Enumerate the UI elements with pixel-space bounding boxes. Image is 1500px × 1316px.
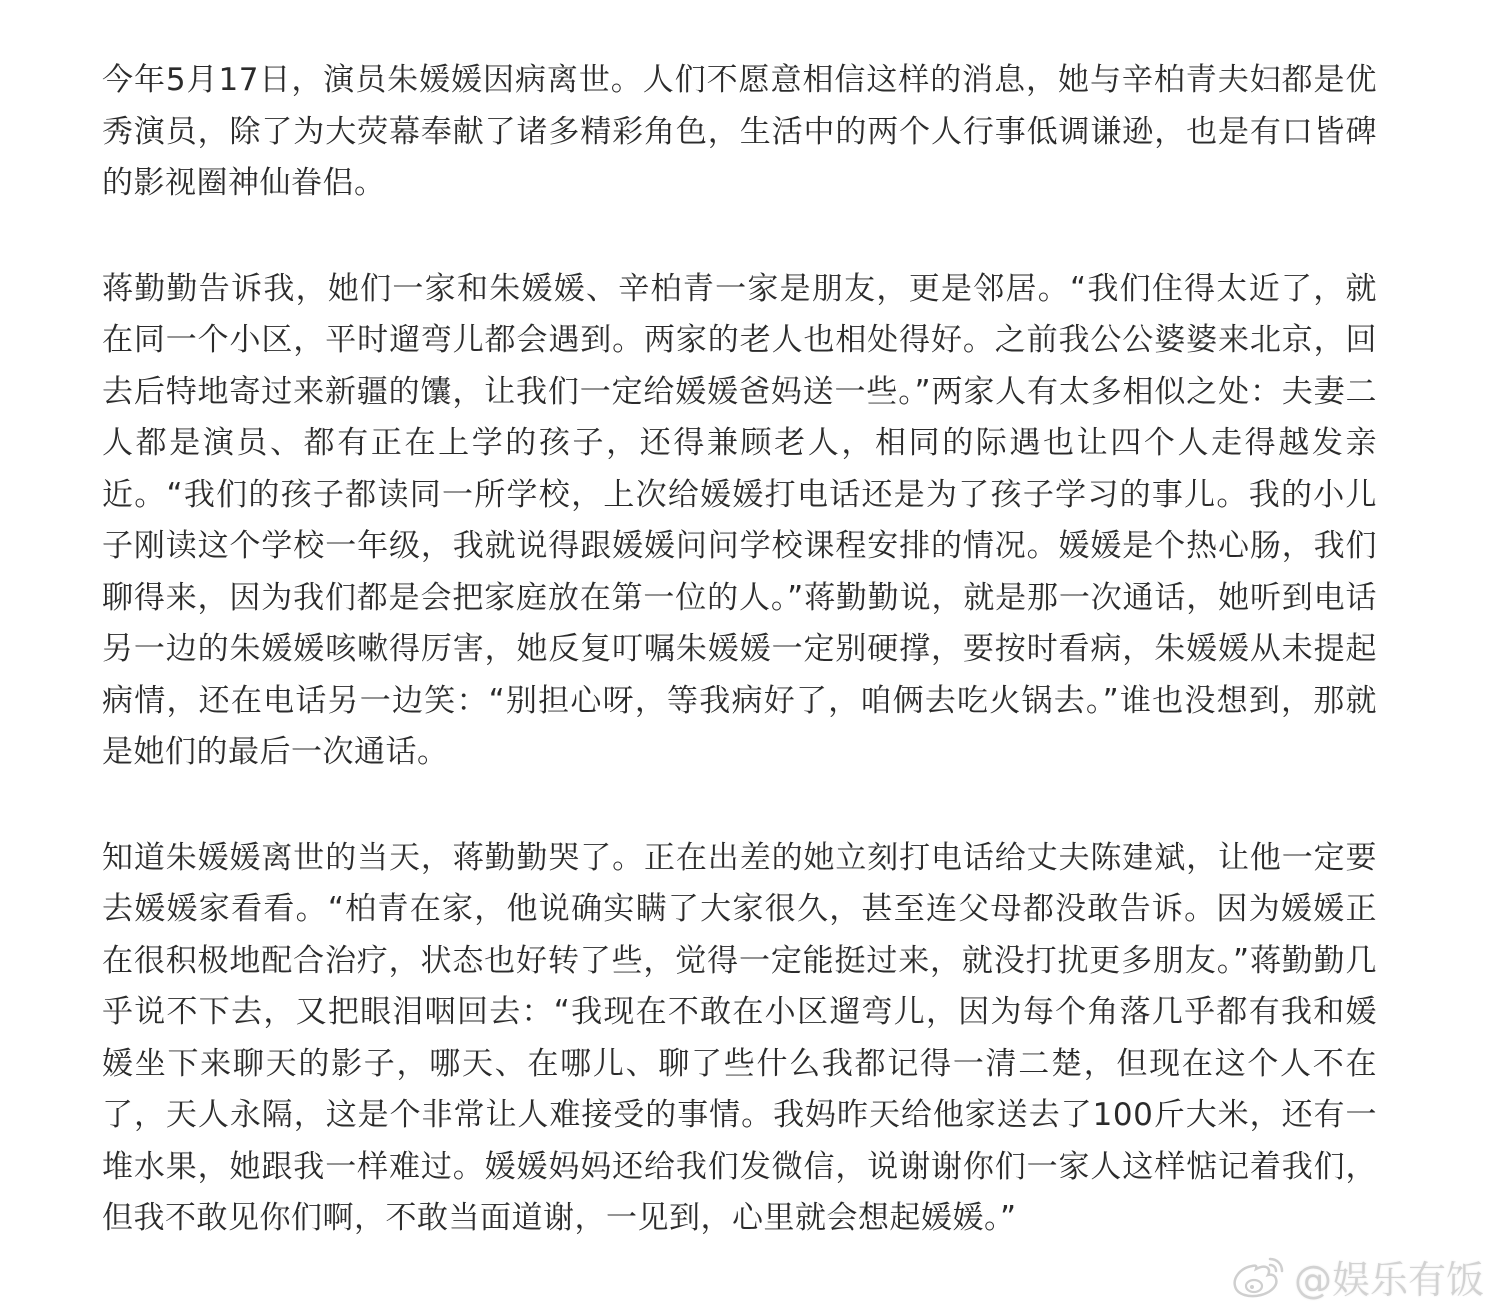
watermark-text: @娱乐有饭 — [1293, 1258, 1484, 1302]
paragraph-3: 知道朱媛媛离世的当天，蒋勤勤哭了。正在出差的她立刻打电话给丈夫陈建斌，让他一定要去媛媛家看看。“柏青在家，他说确实瞒了大家很久，甚至连父母都没敢告诉。因为媛媛正在很积极地配合治疗，状态也好转了些，觉得一定能挺过来，就没打扰更多朋友。”蒋勤勤几乎说不下去，又把眼泪咽回去：“我现在不敢在小区遛弯儿，因为每个角落几乎都有我和媛媛坐下来聊天的影子，哪天、在哪儿、聊了些什么我都记得一清二楚，但现在这个人不在了，天人永隔，这是个非常让人难接受的事情。我妈昨天给他家送去了100斤大米，还有一堆水果，她跟我一样难过。媛媛妈妈还给我们发微信，说谢谢你们一家人这样惦记着我们，但我不敢见你们啊，不敢当面道谢，一见到，心里就会想起媛媛。” — [102, 839, 1377, 1236]
paragraph-2: 蒋勤勤告诉我，她们一家和朱媛媛、辛柏青一家是朋友，更是邻居。“我们住得太近了，就在同一个小区，平时遛弯儿都会遇到。两家的老人也相处得好。之前我公公婆婆来北京，回去后特地寄过来新疆的馕，让我们一定给媛媛爸妈送一些。”两家人有太多相似之处：夫妻二人都是演员、都有正在上学的孩子，还得兼顾老人，相同的际遇也让四个人走得越发亲近。“我们的孩子都读同一所学校，上次给媛媛打电话还是为了孩子学习的事儿。我的小儿子刚读这个学校一年级，我就说得跟媛媛问问学校课程安排的情况。媛媛是个热心肠，我们聊得来，因为我们都是会把家庭放在第一位的人。”蒋勤勤说，就是那一次通话，她听到电话另一边的朱媛媛咳嗽得厉害，她反复叮嘱朱媛媛一定别硬撑，要按时看病，朱媛媛从未提起病情，还在电话另一边笑：“别担心呀，等我病好了，咱俩去吃火锅去。”谁也没想到，那就是她们的最后一次通话。 — [102, 270, 1377, 770]
paragraph-1: 今年5月17日，演员朱媛媛因病离世。人们不愿意相信这样的消息，她与辛柏青夫妇都是优秀演员，除了为大荧幕奉献了诸多精彩角色，生活中的两个人行事低调谦逊，也是有口皆碑的影视圈神仙眷侣。 — [102, 62, 1377, 201]
weibo-logo-icon — [1230, 1254, 1286, 1300]
article-body — [102, 55, 1377, 1299]
weibo-watermark — [1230, 1249, 1484, 1304]
